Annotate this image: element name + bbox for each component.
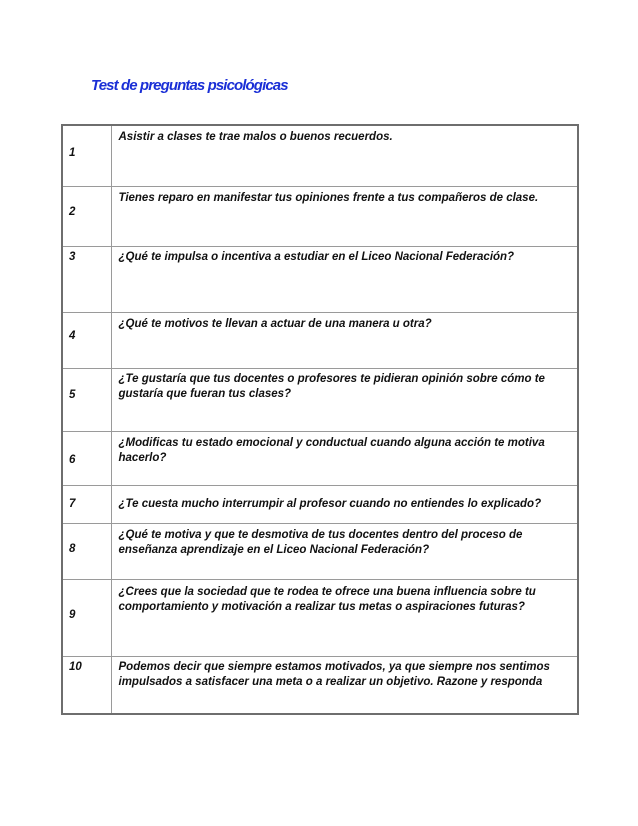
question-number: 3 xyxy=(69,250,76,263)
table-row xyxy=(62,246,578,312)
table-row xyxy=(62,656,578,714)
question-text: ¿Crees que la sociedad que te rodea te ofrece una buena influencia sobre tu comportamiento y motivación a realizar tus metas o aspiraciones futuras? xyxy=(118,585,536,613)
questions-table xyxy=(61,124,579,715)
question-text-cell xyxy=(111,312,578,368)
question-text-cell xyxy=(111,485,578,523)
question-number-cell xyxy=(62,312,111,368)
question-text-cell xyxy=(111,523,578,579)
question-text-cell xyxy=(111,125,578,186)
document-title: Test de preguntas psicológicas xyxy=(91,77,288,94)
question-number-cell xyxy=(62,186,111,246)
question-number: 1 xyxy=(69,147,76,159)
question-number-cell xyxy=(62,246,111,312)
question-text: ¿Qué te motiva y que te desmotiva de tus docentes dentro del proceso de enseñanza aprendizaje en el Liceo Nacional Federación? xyxy=(118,528,523,556)
question-text-cell xyxy=(111,368,578,431)
question-text-cell xyxy=(111,431,578,485)
question-number: 9 xyxy=(69,608,76,621)
table-row xyxy=(62,579,578,656)
table-row xyxy=(62,312,578,368)
question-number: 6 xyxy=(69,453,76,466)
question-text: ¿Te gustaría que tus docentes o profesores te pidieran opinión sobre cómo te gustaría que fueran tus clases? xyxy=(118,372,545,400)
question-number-cell xyxy=(62,431,111,485)
question-text: Asistir a clases te trae malos o buenos recuerdos. xyxy=(118,131,393,143)
question-text: Podemos decir que siempre estamos motivados, ya que siempre nos sentimos impulsados a satisfacer una meta o a realizar un objetivo. Razone y responda xyxy=(118,660,550,688)
question-text-cell xyxy=(111,656,578,714)
question-number: 4 xyxy=(69,329,76,342)
question-number-cell xyxy=(62,523,111,579)
question-number: 7 xyxy=(69,497,76,510)
question-text: ¿Qué te impulsa o incentiva a estudiar en el Liceo Nacional Federación? xyxy=(118,250,515,263)
question-text: ¿Modificas tu estado emocional y conductual cuando alguna acción te motiva hacerlo? xyxy=(118,436,545,464)
table-row xyxy=(62,368,578,431)
question-text-cell xyxy=(111,579,578,656)
question-number-cell xyxy=(62,656,111,714)
question-number: 5 xyxy=(69,388,76,401)
question-number-cell xyxy=(62,485,111,523)
question-number-cell xyxy=(62,125,111,186)
table-row xyxy=(62,431,578,485)
question-number-cell xyxy=(62,368,111,431)
table-row xyxy=(62,186,578,246)
table-row xyxy=(62,485,578,523)
question-text: ¿Qué te motivos te llevan a actuar de una manera u otra? xyxy=(118,317,432,330)
question-number: 8 xyxy=(69,542,76,555)
question-text: ¿Te cuesta mucho interrumpir al profesor cuando no entiendes lo explicado? xyxy=(118,497,542,510)
table-row xyxy=(62,523,578,579)
question-text-cell xyxy=(111,246,578,312)
question-number-cell xyxy=(62,579,111,656)
question-number: 2 xyxy=(69,205,76,218)
table-row xyxy=(62,125,578,186)
question-text: Tienes reparo en manifestar tus opiniones frente a tus compañeros de clase. xyxy=(118,191,539,204)
question-number: 10 xyxy=(69,660,82,673)
question-text-cell xyxy=(111,186,578,246)
